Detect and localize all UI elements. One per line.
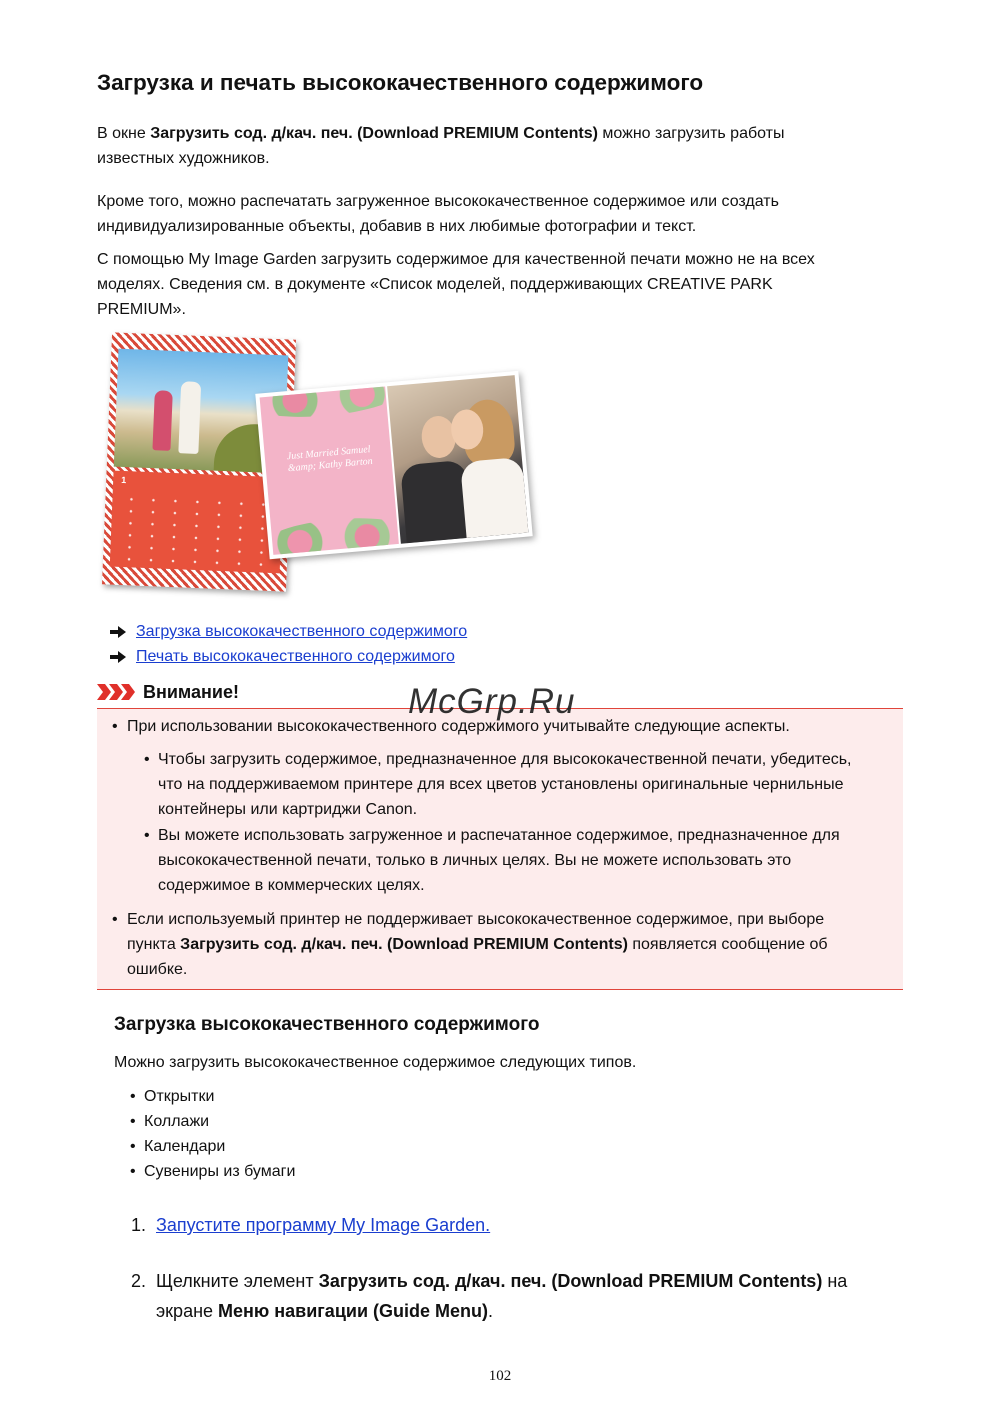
intro-paragraph-2 xyxy=(97,189,897,239)
premium-content-illustration xyxy=(97,332,537,600)
text: известных художников. xyxy=(97,150,270,167)
wedding-card-sample xyxy=(255,371,532,559)
link-text[interactable]: Загрузка высококачественного содержимого xyxy=(136,623,468,640)
intro-paragraph-1 xyxy=(97,121,897,171)
attention-label: Внимание! xyxy=(143,681,239,702)
text: ошибке. xyxy=(127,961,188,978)
text: В окне xyxy=(97,125,151,142)
bullet: • xyxy=(144,751,150,768)
text: индивидуализированные объекты, добавив в них любимые фотографии и текст. xyxy=(97,218,697,235)
link-download-premium[interactable] xyxy=(110,621,467,643)
text: на xyxy=(822,1271,848,1291)
list-item: • Календари xyxy=(130,1138,226,1155)
text: Щелкните элемент xyxy=(156,1271,319,1291)
attention-sub-bullet-1 xyxy=(158,747,852,822)
arrow-right-icon xyxy=(110,626,126,638)
launch-my-image-garden-link[interactable]: Запустите программу My Image Garden. xyxy=(156,1215,491,1235)
calendar-grid xyxy=(110,471,284,574)
step-number: 2. xyxy=(131,1271,147,1291)
calendar-month: 1 xyxy=(121,474,127,486)
text: содержимое в коммерческих целях. xyxy=(158,877,425,894)
intro-paragraph-3 xyxy=(97,247,897,322)
card-caption: Just Married Samuel &amp; Kathy Barton xyxy=(286,444,374,475)
list-item-label: Открытки xyxy=(144,1088,215,1105)
attention-sub-bullet-2 xyxy=(158,823,840,898)
text: Если используемый принтер не поддерживает высококачественное содержимое, при выборе xyxy=(127,911,825,928)
page-number: 102 xyxy=(488,1368,512,1384)
link-text[interactable]: Печать высококачественного содержимого xyxy=(136,648,455,665)
text: экране xyxy=(156,1301,219,1321)
menu-name: Загрузить сод. д/кач. печ. (Download PREMIUM Contents) xyxy=(150,125,598,142)
page-title: Загрузка и печать высококачественного содержимого xyxy=(97,70,704,95)
step-1 xyxy=(131,1210,911,1240)
list-item-label: Сувениры из бумаги xyxy=(144,1163,296,1180)
menu-name: Загрузить сод. д/кач. печ. (Download PREMIUM Contents) xyxy=(318,1271,823,1291)
text: что на поддерживаемом принтере для всех цветов установлены оригинальные чернильные xyxy=(158,776,844,793)
menu-name: Загрузить сод. д/кач. печ. (Download PREMIUM Contents) xyxy=(180,936,628,953)
attention-chevrons-icon xyxy=(97,684,135,700)
attention-bullet-1: При использовании высококачественного содержимого учитывайте следующие аспекты. xyxy=(127,718,790,735)
text: контейнеры или картриджи Canon. xyxy=(158,801,418,818)
text: моделях. Сведения см. в документе «Список моделей, поддерживающих CREATIVE PARK xyxy=(97,276,773,293)
list-item: • Коллажи xyxy=(130,1113,210,1130)
step-2 xyxy=(131,1266,911,1326)
menu-name: Меню навигации (Guide Menu) xyxy=(218,1301,489,1321)
text: PREMIUM». xyxy=(97,301,186,318)
text: Вы можете использовать загруженное и распечатанное содержимое, предназначенное для xyxy=(158,827,840,844)
text: С помощью My Image Garden загрузить содержимое для качественной печати можно не на всех xyxy=(97,251,815,268)
text: Чтобы загрузить содержимое, предназначенное для высококачественной печати, убедитесь, xyxy=(158,751,852,768)
text: можно загрузить работы xyxy=(597,125,785,142)
list-item-label: Коллажи xyxy=(144,1113,210,1130)
bullet: • xyxy=(112,718,118,735)
step-number: 1. xyxy=(131,1215,147,1235)
list-item: • Сувениры из бумаги xyxy=(130,1163,296,1180)
text: пункта xyxy=(127,936,181,953)
list-item: • Открытки xyxy=(130,1088,215,1105)
bullet: • xyxy=(112,911,118,928)
section-intro: Можно загрузить высококачественное содержимое следующих типов. xyxy=(114,1054,637,1071)
text: Кроме того, можно распечатать загруженное высококачественное содержимое или создать xyxy=(97,193,779,210)
watermark: McGrp.Ru xyxy=(408,682,576,721)
section-heading: Загрузка высококачественного содержимого xyxy=(114,1014,540,1035)
text: появляется сообщение об xyxy=(627,936,828,953)
list-item-label: Календари xyxy=(144,1138,226,1155)
text: . xyxy=(488,1301,494,1321)
text: высококачественной печати, только в личных целях. Вы не можете использовать это xyxy=(158,852,792,869)
arrow-right-icon xyxy=(110,651,126,663)
attention-heading xyxy=(97,680,239,704)
wedding-photo xyxy=(387,375,528,544)
bullet: • xyxy=(144,827,150,844)
link-print-premium[interactable] xyxy=(110,646,455,668)
attention-bullet-2 xyxy=(127,907,828,982)
